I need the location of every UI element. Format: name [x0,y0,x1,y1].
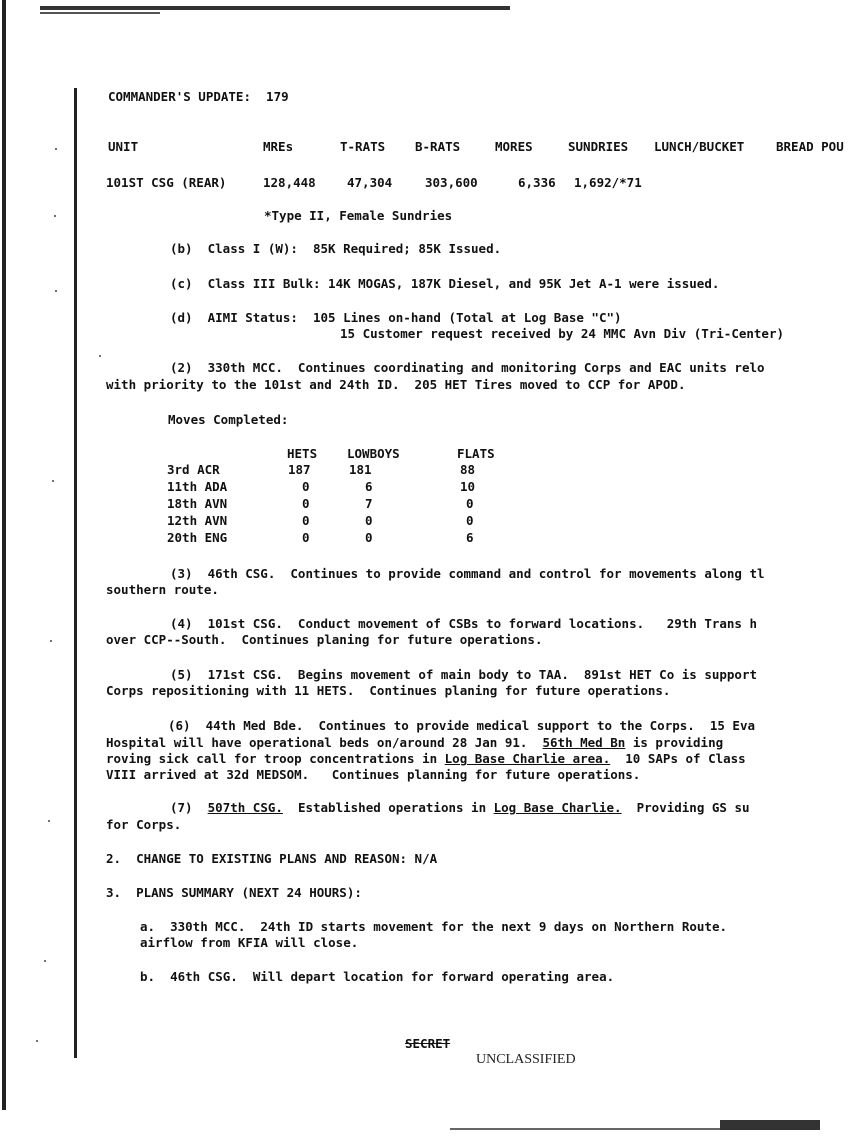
moves-lowboys: 0 [365,513,373,528]
moves-row [0,462,850,478]
para3-line1: (3) 46th CSG. Continues to provide command and control for movements along tl [170,566,765,581]
moves-lowboys: 0 [365,530,373,545]
col-unit: UNIT [108,139,139,154]
item-c: (c) Class III Bulk: 14K MOGAS, 187K Diesel, and 95K Jet A-1 were issued. [170,276,720,291]
section3-item-a-line2: airflow from KFIA will close. [140,935,359,950]
moves-hets: 0 [302,513,310,528]
moves-unit: 20th ENG [167,530,228,545]
moves-col-hets: HETS [287,446,318,461]
supply-table-header [0,139,850,155]
col-lunch-bucket: LUNCH/BUCKET [654,139,745,154]
moves-unit: 3rd ACR [167,462,220,477]
moves-row [0,496,850,512]
col-mres: MREs [263,139,294,154]
cell-b-rats: 303,600 [425,175,478,190]
para7-line2: for Corps. [106,817,182,832]
para6-line4: VIII arrived at 32d MEDSOM. Continues planning for future operations. [106,767,641,782]
scan-speck [54,215,56,217]
log-base-charlie: Log Base Charlie. [493,800,622,815]
para6-line2: Hospital will have operational beds on/around 28 Jan 91. 56th Med Bn is providing [106,735,724,750]
moves-flats: 6 [466,530,474,545]
scan-speck [44,960,46,962]
scan-artifact-top [40,6,510,10]
moves-flats: 88 [460,462,476,477]
moves-title: Moves Completed: [168,412,289,427]
cell-mores: 6,336 [518,175,556,190]
supply-table-row [0,175,850,191]
para6-line3: roving sick call for troop concentrations in Log Base Charlie area. 10 SAPs of Class [106,751,746,766]
section3-item-a-line1: a. 330th MCC. 24th ID starts movement for the next 9 days on Northern Route. [140,919,727,934]
sundries-footnote: *Type II, Female Sundries [264,208,453,223]
moves-col-lowboys: LOWBOYS [347,446,400,461]
classification-marking: SECRET [405,1036,451,1051]
scan-bottom-smudge [720,1120,820,1130]
para3-line2: southern route. [106,582,219,597]
col-t-rats: T-RATS [340,139,386,154]
moves-row [0,479,850,495]
moves-unit: 12th AVN [167,513,228,528]
section3-item-b: b. 46th CSG. Will depart location for forward operating area. [140,969,615,984]
cell-unit: 101ST CSG (REAR) [106,175,227,190]
moves-flats: 0 [466,513,474,528]
moves-hets: 187 [288,462,311,477]
para6-line1: (6) 44th Med Bde. Continues to provide medical support to the Corps. 15 Eva [168,718,755,733]
para5-line2: Corps repositioning with 11 HETS. Continues planing for future operations. [106,683,671,698]
moves-col-flats: FLATS [457,446,495,461]
update-title: COMMANDER'S UPDATE: 179 [108,89,289,104]
para2-line1: (2) 330th MCC. Continues coordinating and monitoring Corps and EAC units relo [170,360,765,375]
section3-heading: 3. PLANS SUMMARY (NEXT 24 HOURS): [106,885,362,900]
unit-56th-med-bn: 56th Med Bn [542,735,626,750]
moves-unit: 11th ADA [167,479,228,494]
unit-507th-csg: 507th CSG. [207,800,283,815]
moves-flats: 0 [466,496,474,511]
item-d-line2: 15 Customer request received by 24 MMC Avn Div (Tri-Center) [340,326,785,341]
margin-line [74,88,77,1058]
item-b: (b) Class I (W): 85K Required; 85K Issued. [170,241,502,256]
moves-hets: 0 [302,530,310,545]
scan-speck [50,640,52,642]
cell-sundries: 1,692/*71 [574,175,642,190]
moves-hets: 0 [302,496,310,511]
moves-row [0,513,850,529]
moves-unit: 18th AVN [167,496,228,511]
col-b-rats: B-RATS [415,139,461,154]
scan-speck [55,290,57,292]
scan-speck [48,820,50,822]
scan-left-edge [2,0,6,1110]
moves-header [0,446,850,462]
para7-line1: (7) 507th CSG. Established operations in Log Base Charlie. Providing GS su [170,800,750,815]
item-d-line1: (d) AIMI Status: 105 Lines on-hand (Total at Log Base "C") [170,310,622,325]
para5-line1: (5) 171st CSG. Begins movement of main body to TAA. 891st HET Co is support [170,667,757,682]
cell-t-rats: 47,304 [347,175,393,190]
moves-lowboys: 7 [365,496,373,511]
log-base-charlie-area: Log Base Charlie area. [444,751,611,766]
moves-hets: 0 [302,479,310,494]
para4-line2: over CCP--South. Continues planing for future operations. [106,632,543,647]
scan-speck [99,355,101,357]
scan-artifact-top-short [40,12,160,14]
para2-line2: with priority to the 101st and 24th ID. 205 HET Tires moved to CCP for APOD. [106,377,686,392]
section2-heading: 2. CHANGE TO EXISTING PLANS AND REASON: N/A [106,851,438,866]
moves-lowboys: 181 [349,462,372,477]
moves-row [0,530,850,546]
scan-speck [36,1040,38,1042]
moves-lowboys: 6 [365,479,373,494]
unclassified-stamp: UNCLASSIFIED [476,1052,576,1067]
col-bread-pou: BREAD POU [776,139,844,154]
para4-line1: (4) 101st CSG. Conduct movement of CSBs to forward locations. 29th Trans h [170,616,757,631]
cell-mres: 128,448 [263,175,316,190]
col-sundries: SUNDRIES [568,139,629,154]
moves-flats: 10 [460,479,476,494]
col-mores: MORES [495,139,533,154]
